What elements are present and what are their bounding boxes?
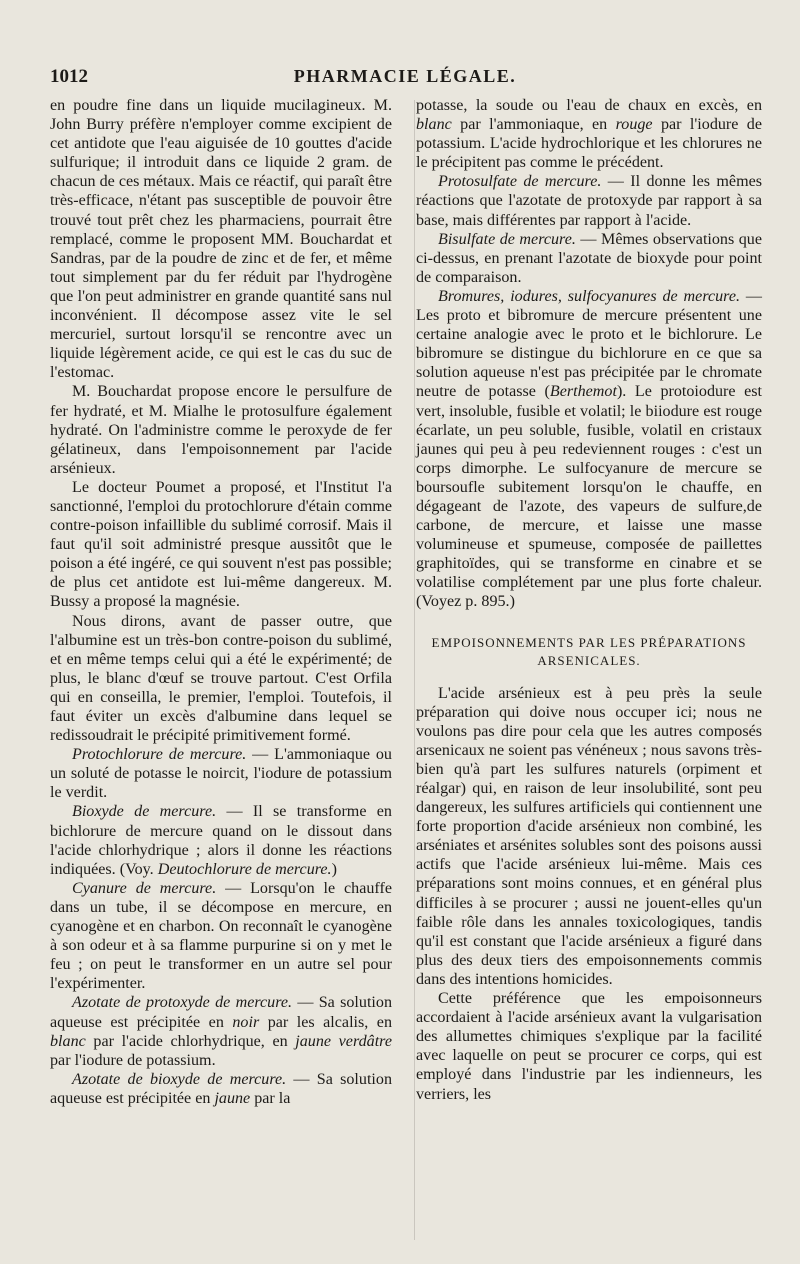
page-header (50, 66, 760, 92)
left-column (50, 96, 392, 1108)
paragraph (416, 172, 762, 229)
entry-title: Bisulfate de mercure. (438, 230, 576, 248)
entry-title: Azotate de protoxyde de mercure. (72, 994, 293, 1012)
entry-text: — Il se transforme en bichlorure de mercure quand on le dissout dans l'acide chlorhydrique ; alors il donne les réactions indiquées. (Voy. (50, 803, 392, 878)
entry-text: ). Le protoiodure est vert, insoluble, fusible et volatil; le biiodure est rouge écarlate, un peu soluble, fusible, volatil en cristaux jaunes qui peu à peu redeviennent rouges : c'est un corps dimorphe. Le sulfocyanure de mercure se boursoufle subitement lorsqu'on le chauffe, en dégageant de l'azote, des vapeurs de sulfure,de carbone, de mercure, et laisse une masse volumineuse et spumeuse, composée de paillettes graphitoïdes, qui se transforme en cinabre et se volatilise complétement par une plus forte chaleur. (Voyez p. 895.) (416, 383, 762, 611)
paragraph (50, 745, 392, 802)
color-term: rouge (615, 116, 653, 134)
color-term: jaune (214, 1089, 251, 1107)
paragraph (50, 802, 392, 878)
entry-text: — Sa solution aqueuse est précipitée en (50, 1070, 392, 1107)
entry-title: Bromures, iodures, sulfocyanures de mercure. (438, 287, 741, 305)
entry-text: par les alcalis, en (259, 1013, 392, 1031)
cross-reference: Berthemot (549, 383, 617, 401)
color-term: blanc (50, 1032, 86, 1050)
right-column (416, 96, 762, 1108)
entry-text: — Les proto et bibromure de mercure présentent une certaine analogie avec le proto et le bichlorure. Le bibromure se distingue du bichlorure en ce que sa solution aqueuse n'est pas précipitée par le chromate neutre de potasse ( (416, 287, 762, 401)
entry-text: — Mêmes observations que ci-dessus, en prenant l'azotate de bioxyde pour point de comparaison. (416, 230, 762, 286)
color-term: noir (232, 1013, 260, 1031)
entry-title: Bioxyde de mercure. (72, 803, 217, 821)
paragraph (416, 287, 762, 612)
entry-text: par l'iodure de potassium. (50, 1051, 216, 1069)
text-columns (50, 96, 762, 1108)
section-heading: EMPOISONNEMENTS PAR LES PRÉPARATIONS ARSENICALES. (431, 634, 747, 668)
paragraph (50, 993, 392, 1069)
page-number: 1012 (50, 66, 88, 87)
entry-text: ) (331, 860, 337, 878)
paragraph: Le docteur Poumet a proposé, et l'Institut l'a sanctionné, l'emploi du protochlorure d'étain comme contre-poison infaillible du sublimé corrosif. Mais il faut qu'il soit administré presque aussitôt que le poison a été ingéré, ce qui souvent n'est pas possible; de plus cet antidote est lui-même dangereux. M. Bussy a proposé la magnésie. (50, 478, 392, 611)
entry-text: — L'ammoniaque ou un soluté de potasse le noircit, l'iodure de potassium le verdit. (50, 746, 392, 802)
paragraph: Nous dirons, avant de passer outre, que l'albumine est un très-bon contre-poison du sublimé, et en même temps celui qui a été le expérimenté; de plus, le blanc d'œuf se trouve partout. C'est Orfila qui en conseilla, le premier, l'emploi. Toutefois, il faut éviter un excès d'albumine dans lequel se redissoudrait le précipité primitivement formé. (50, 612, 392, 745)
entry-text: — Lorsqu'on le chauffe dans un tube, il se décompose en mercure, en cyanogène et en charbon. On reconnaît le cyanogène à son odeur et à sa flamme purpurine si on y met le feu ; on peut le transformer en un autre sel pour l'expérimenter. (50, 879, 392, 993)
entry-text: par l'acide chlorhydrique, en (85, 1032, 296, 1050)
color-term: jaune verdâtre (295, 1032, 392, 1050)
paragraph (50, 1070, 392, 1108)
paragraph (50, 879, 392, 994)
entry-text: — Sa solution aqueuse est précipitée en (50, 994, 392, 1031)
color-term: blanc (416, 116, 452, 134)
paragraph (416, 230, 762, 287)
paragraph: Cette préférence que les empoisonneurs accordaient à l'acide arsénieux avant la vulgarisation des allumettes chimiques s'explique par la facilité avec laquelle on peut se procurer ce corps, qui est employé dans l'industrie par les indienneurs, les verriers, les (416, 990, 762, 1103)
entry-text: potasse, la soude ou l'eau de chaux en excès, en (416, 97, 762, 114)
paragraph: L'acide arsénieux est à peu près la seule préparation qui doive nous occuper ici; nous ne voulons pas dire pour cela que les autres composés arsenicaux ne soient pas vénéneux ; nous savons très-bien qu'à part les sulfures naturels (orpiment et réalgar) qui, en raison de leur insolubilité, sont peu dangereux, les sulfures artificiels qui contiennent une forte proportion d'acide arsénieux non combiné, les arséniates et arsénites solubles sont des poisons aussi actifs que l'acide arsénieux lui-même. Mais ces préparations sont moins connues, et en général plus difficiles à se procurer ; aussi ne jouent-elles qu'un faible rôle dans les annales toxicologiques, tandis qu'il est constant que l'acide arsénieux a figuré dans plus des deux tiers des empoisonnements commis dans des intentions homicides. (416, 684, 762, 988)
entry-title: Protochlorure de mercure. (72, 746, 247, 764)
entry-text: par la (250, 1089, 291, 1107)
entry-title: Cyanure de mercure. (72, 879, 217, 897)
entry-title: Azotate de bioxyde de mercure. (72, 1070, 287, 1088)
cross-reference: Deutochlorure de mercure. (157, 860, 332, 878)
paragraph (416, 96, 762, 172)
paragraph: M. Bouchardat propose encore le persulfure de fer hydraté, et M. Mialhe le protosulfure également hydraté. On l'administre comme le peroxyde de fer gélatineux, dans l'empoisonnement par l'acide arsénieux. (50, 383, 392, 477)
entry-text: par l'iodure de potassium. L'acide hydrochlorique et les chlorures ne le précipitent pas comme le précédent. (416, 116, 762, 172)
paragraph: en poudre fine dans un liquide mucilagineux. M. John Burry préfère n'employer comme excipient de cet antidote que l'eau aiguisée de 10 gouttes d'acide sulfurique; il introduit dans ce liquide 2 gram. de chacun de ces métaux. Mais ce réactif, qui paraît être très-efficace, n'étant pas susceptible de pouvoir être trouvé tout prêt chez les pharmaciens, pourrait être remplacé, comme le proposent MM. Bouchardat et Sandras, par de la poudre de zinc et de fer, et même tout simplement par du fer réduit par l'hydrogène que l'on peut administrer en grande quantité sans nul inconvénient. Il décompose assez vite le sel mercuriel, surtout lorsqu'il se rencontre avec un liquide légèrement acide, ce qui est le cas du suc de l'estomac. (50, 97, 392, 382)
entry-title: Protosulfate de mercure. (438, 173, 602, 191)
running-title: PHARMACIE LÉGALE. (293, 66, 517, 86)
entry-text: — Il donne les mêmes réactions que l'azotate de protoxyde par rapport à sa base, mais différentes par rapport à l'acide. (416, 173, 763, 229)
entry-text: par l'ammoniaque, en (451, 116, 616, 134)
